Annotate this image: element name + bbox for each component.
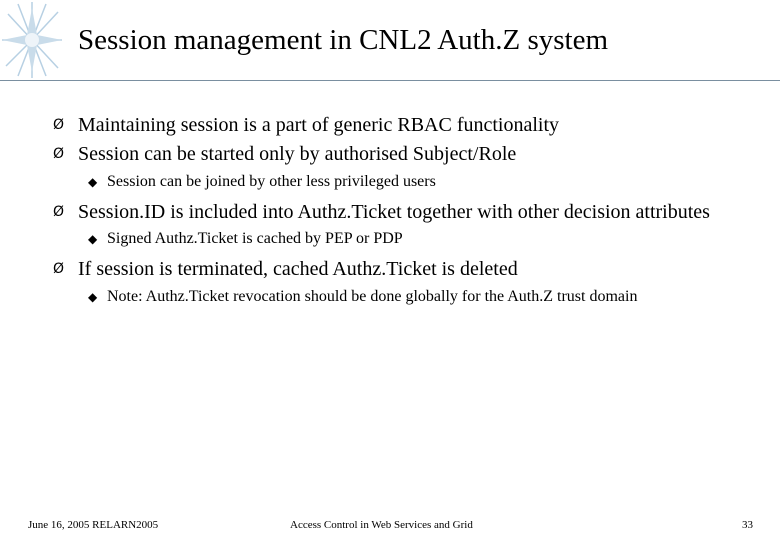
footer-title: Access Control in Web Services and Grid xyxy=(290,519,473,531)
bullet-text: Maintaining session is a part of generic RBAC functionality xyxy=(78,114,560,136)
bullet-marker-icon: Ø xyxy=(53,146,65,162)
bullet-text: Session.ID is included into Authz.Ticket together with other decision attributes xyxy=(78,201,710,223)
sub-bullet-text: Note: Authz.Ticket revocation should be done globally for the Auth.Z trust domain xyxy=(107,288,638,305)
bullet-item xyxy=(53,256,518,282)
page-number: 33 xyxy=(742,519,753,531)
bullet-marker-icon: Ø xyxy=(53,261,65,277)
diamond-bullet-icon: ◆ xyxy=(88,232,98,246)
diamond-bullet-icon: ◆ xyxy=(88,175,98,189)
star-burst-logo xyxy=(0,0,64,80)
sub-bullet-text: Session can be joined by other less privileged users xyxy=(107,173,436,190)
sub-bullet-item xyxy=(88,171,436,193)
sub-bullet-item xyxy=(88,228,403,250)
footer-date: June 16, 2005 RELARN2005 xyxy=(28,519,159,531)
bullet-text: If session is terminated, cached Authz.Ticket is deleted xyxy=(78,258,518,280)
sub-bullet-text: Signed Authz.Ticket is cached by PEP or PDP xyxy=(107,230,403,247)
bullet-marker-icon: Ø xyxy=(53,117,65,133)
bullet-marker-icon: Ø xyxy=(53,204,65,220)
bullet-item xyxy=(53,112,560,138)
title-divider xyxy=(0,80,780,81)
bullet-item xyxy=(53,141,517,167)
bullet-text: Session can be started only by authorised Subject/Role xyxy=(78,143,517,165)
diamond-bullet-icon: ◆ xyxy=(88,290,98,304)
bullet-item xyxy=(53,199,710,225)
sub-bullet-item xyxy=(88,286,638,308)
slide-title: Session management in CNL2 Auth.Z system xyxy=(78,24,609,56)
